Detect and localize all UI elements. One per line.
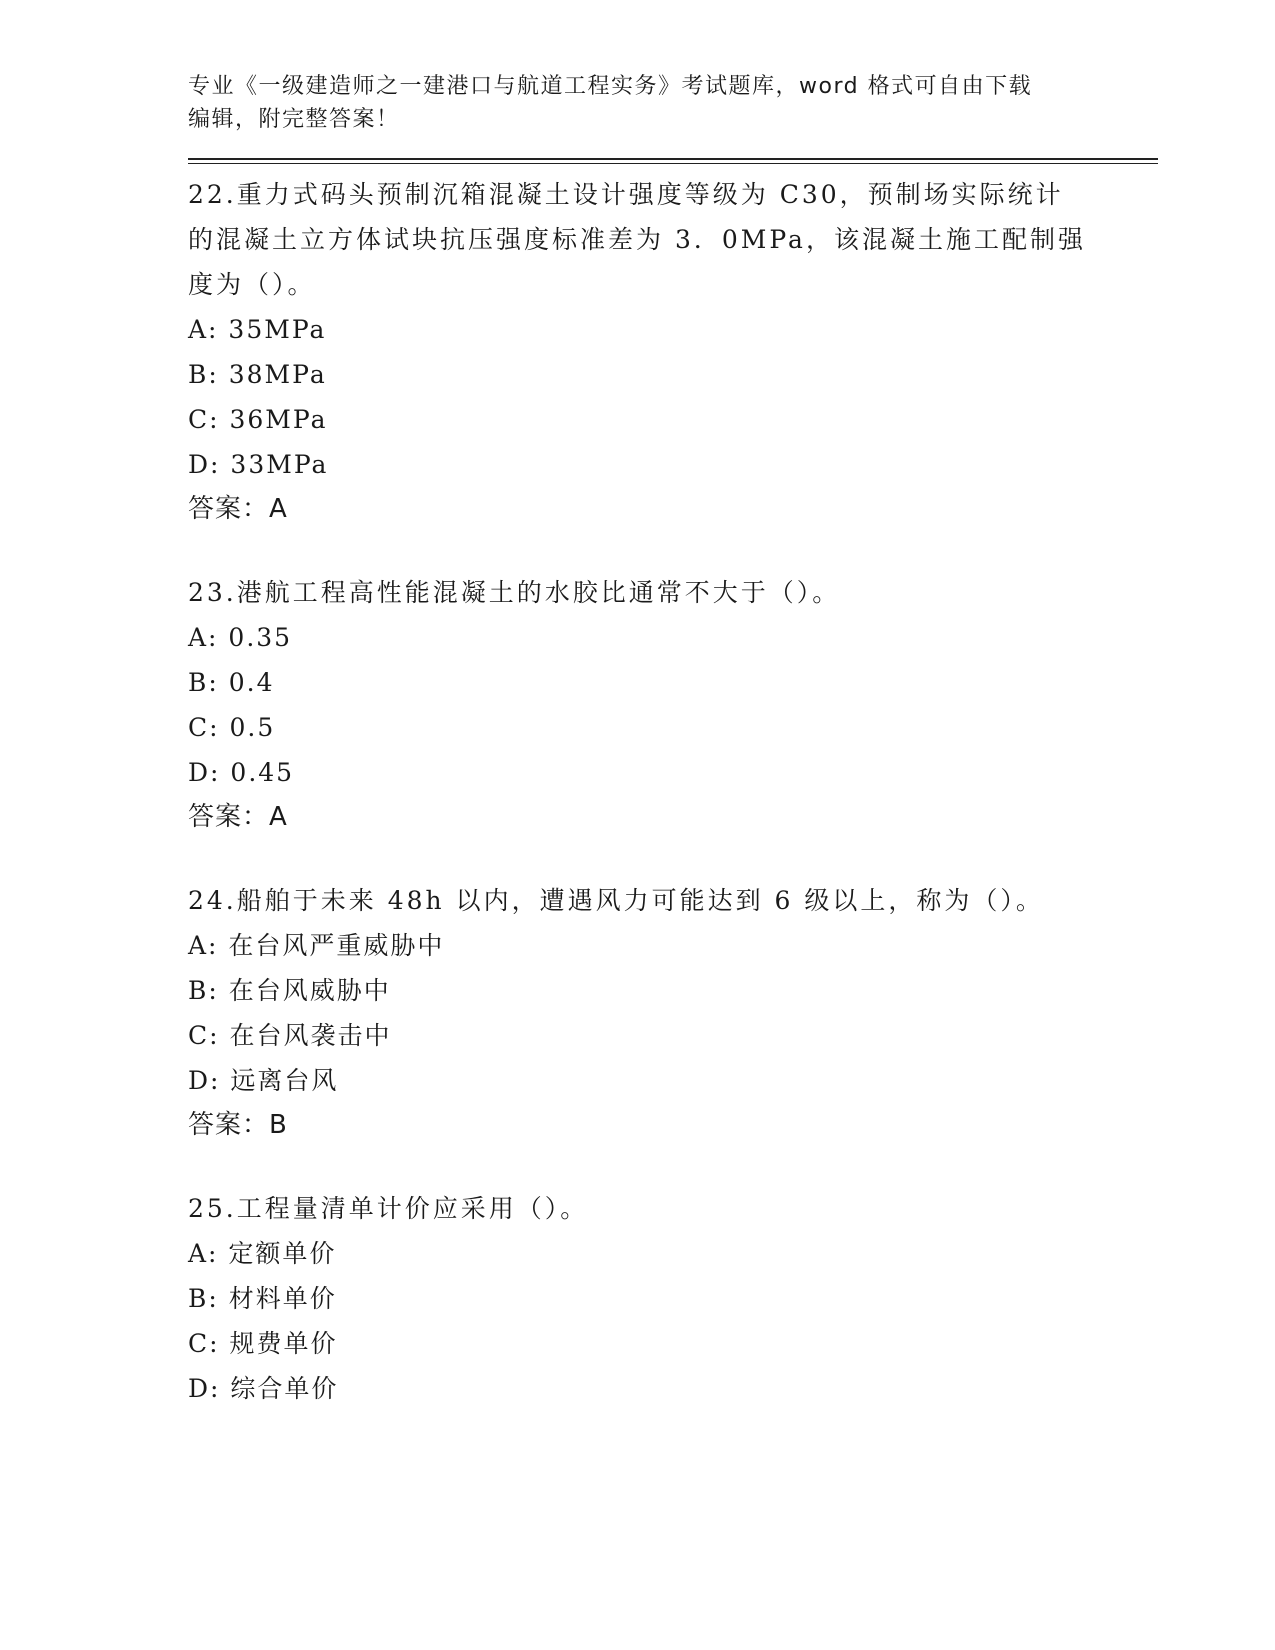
option-c: C: 36MPa xyxy=(188,405,328,434)
option-d: D: 33MPa xyxy=(188,450,329,479)
option-a: A: 在台风严重威胁中 xyxy=(188,931,445,960)
option-d: D: 远离台风 xyxy=(188,1066,339,1095)
option-c: C: 0.5 xyxy=(188,713,276,742)
document-header xyxy=(188,70,1068,136)
answer-line: 答案：A xyxy=(188,802,288,832)
question-22 xyxy=(188,172,1158,532)
option-a: A: 定额单价 xyxy=(188,1239,337,1268)
answer-line: 答案：A xyxy=(188,494,288,524)
option-c: C: 在台风袭击中 xyxy=(188,1021,392,1050)
question-23 xyxy=(188,570,1158,840)
option-b: B: 0.4 xyxy=(188,668,275,697)
question-stem: 25.工程量清单计价应采用（）。 xyxy=(188,1194,589,1223)
question-stem: 22.重力式码头预制沉箱混凝土设计强度等级为 C30，预制场实际统计的混凝土立方体试块抗压强度标准差为 3．0MPa，该混凝土施工配制强度为（）。 xyxy=(188,180,1086,299)
option-a: A: 0.35 xyxy=(188,623,293,652)
question-24 xyxy=(188,878,1158,1148)
question-25 xyxy=(188,1186,1158,1411)
question-list xyxy=(188,172,1158,1411)
answer-line: 答案：B xyxy=(188,1110,288,1140)
document-page xyxy=(188,70,1158,1449)
header-divider xyxy=(188,158,1158,160)
option-b: B: 38MPa xyxy=(188,360,327,389)
header-line-1: 专业《一级建造师之一建港口与航道工程实务》考试题库，word 格式可自由下载 xyxy=(188,74,1033,99)
option-b: B: 在台风威胁中 xyxy=(188,976,391,1005)
header-line-2: 编辑，附完整答案！ xyxy=(188,107,400,132)
option-b: B: 材料单价 xyxy=(188,1284,337,1313)
option-d: D: 综合单价 xyxy=(188,1374,339,1403)
option-d: D: 0.45 xyxy=(188,758,295,787)
question-stem: 24.船舶于未来 48h 以内，遭遇风力可能达到 6 级以上，称为（）。 xyxy=(188,886,1044,915)
option-a: A: 35MPa xyxy=(188,315,327,344)
option-c: C: 规费单价 xyxy=(188,1329,338,1358)
question-stem: 23.港航工程高性能混凝土的水胶比通常不大于（）。 xyxy=(188,578,841,607)
